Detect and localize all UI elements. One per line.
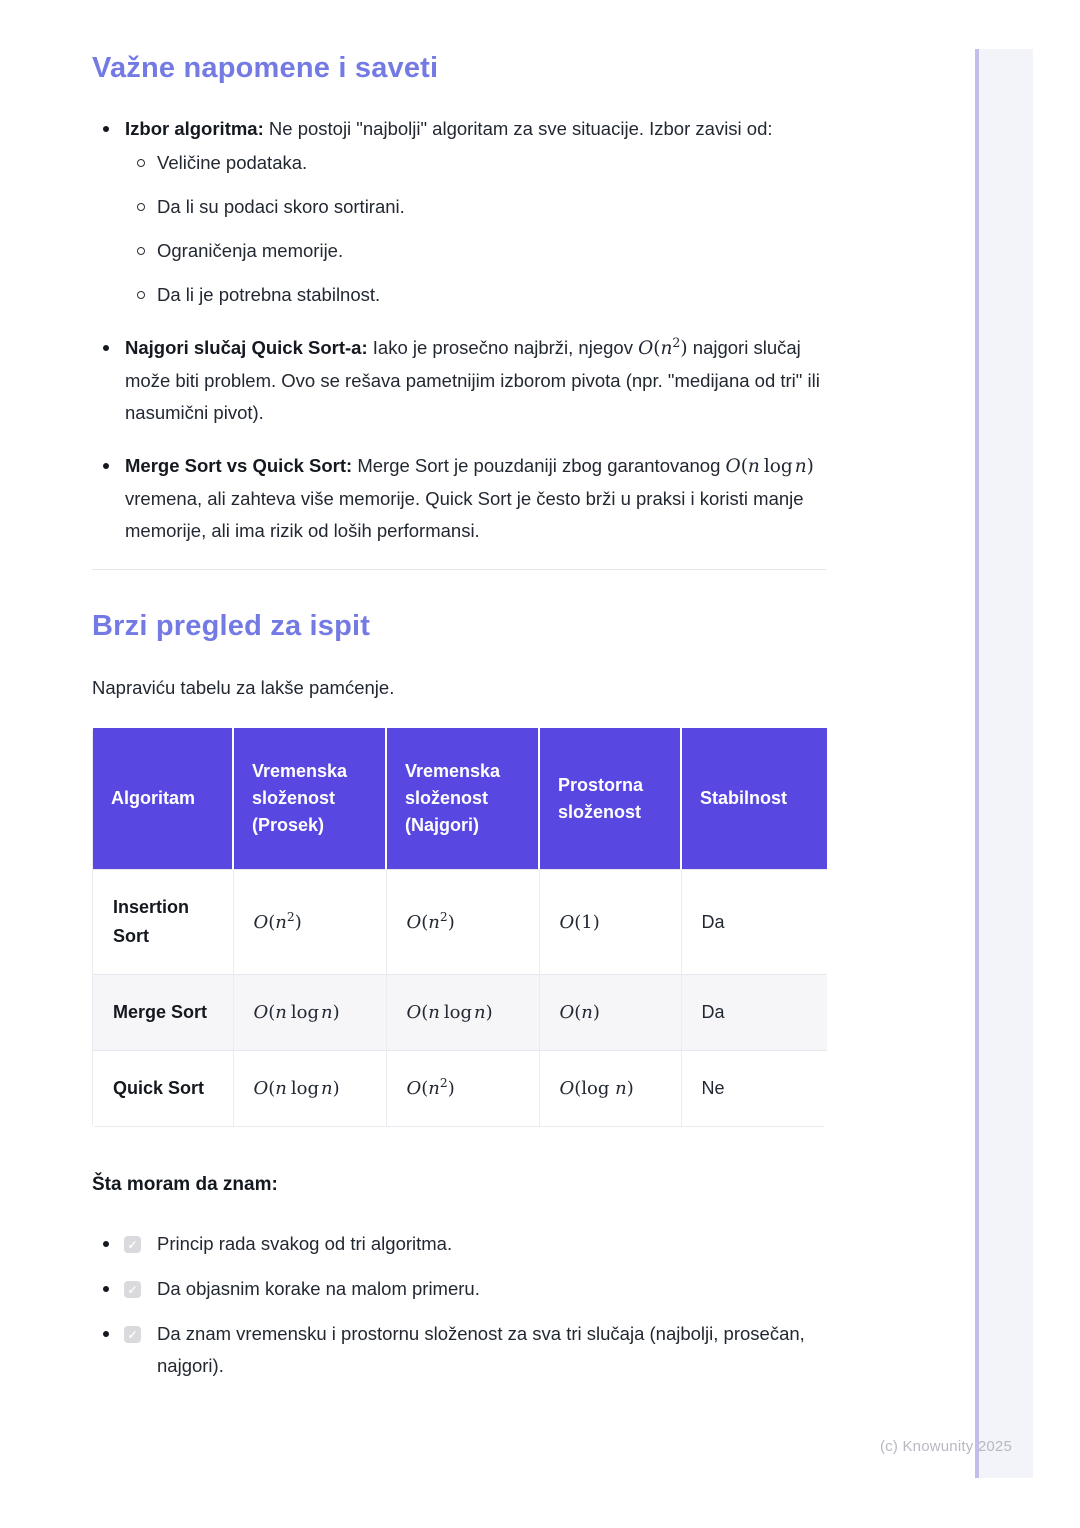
table-cell [386, 975, 539, 1051]
right-margin-panel [979, 49, 1033, 1478]
math-expression: O(n log n) [253, 1002, 340, 1023]
table-cell [386, 1051, 539, 1127]
table-row [93, 975, 827, 1051]
algorithm-name-cell: Insertion Sort [93, 870, 233, 975]
note-content [92, 52, 826, 1395]
note-subitem: Veličine podataka. [125, 147, 826, 179]
table-cell [539, 975, 681, 1051]
table-cell [233, 870, 386, 975]
complexity-table [93, 728, 827, 1126]
exam-checklist [92, 1228, 826, 1382]
note-bullet: Izbor algoritma: Ne postoji "najbolji" algoritam za sve situacije. Izbor zavisi od: Veličine podataka. Da li su podaci skoro sortirani. Ograničenja memorije. Da li je potrebna stabilnost. [92, 113, 826, 311]
note-subitem: Ograničenja memorije. [125, 235, 826, 267]
table-row [93, 870, 827, 975]
checkbox-checked-icon[interactable]: ✓ [124, 1281, 141, 1298]
checkbox-checked-icon[interactable]: ✓ [124, 1236, 141, 1253]
note-subitem: Da li je potrebna stabilnost. [125, 279, 826, 311]
table-cell [233, 1051, 386, 1127]
table-cell [539, 1051, 681, 1127]
math-expression: O(n) [559, 1002, 600, 1023]
checklist-item-label: Princip rada svakog od tri algoritma. [157, 1233, 453, 1254]
math-expression: O(1) [559, 911, 600, 933]
note-bold-label: Izbor algoritma: [125, 118, 264, 139]
math-expression: O(n log n) [253, 1078, 340, 1099]
math-expression: O(n log n) [406, 1002, 493, 1023]
table-header-row [93, 728, 827, 870]
note-sublist [125, 147, 826, 311]
notes-bullet-list [92, 113, 826, 547]
note-bullet: Najgori slučaj Quick Sort-a: Iako je prosečno najbrži, njegov $O(n^2)$ najgori slučaj može biti problem. Ovo se rešava pametnijim izborom pivota (npr. "medijana od tri" ili nasumični pivot). [92, 332, 826, 429]
math-expression: $O(n^2)$ [406, 909, 455, 933]
section-title-important-notes: Važne napomene i saveti [92, 52, 439, 84]
note-subitem: Da li su podaci skoro sortirani. [125, 191, 826, 223]
checklist-item [92, 1318, 826, 1382]
note-bold-label: Merge Sort vs Quick Sort: [125, 455, 353, 476]
checkbox-checked-icon[interactable]: ✓ [124, 1326, 141, 1343]
note-bold-label: Najgori slučaj Quick Sort-a: [125, 337, 368, 358]
checklist-item [92, 1228, 826, 1260]
table-cell [539, 870, 681, 975]
review-intro-text: Napraviću tabelu za lakše pamćenje. [92, 677, 395, 698]
table-row [93, 1051, 827, 1127]
table-header-cell: Vremenska složenost (Najgori) [386, 728, 539, 870]
math-expression: O(log n) [559, 1078, 634, 1099]
table-cell: Ne [681, 1051, 827, 1127]
algorithm-name-cell: Quick Sort [93, 1051, 233, 1127]
table-cell: Da [681, 975, 827, 1051]
right-accent-line [975, 49, 979, 1478]
algorithm-name-cell: Merge Sort [93, 975, 233, 1051]
table-cell [233, 975, 386, 1051]
checklist-item [92, 1273, 826, 1305]
math-expression: $O(n^2)$ [638, 334, 688, 359]
table-cell [386, 870, 539, 975]
complexity-table-wrapper [92, 728, 826, 1127]
checklist-item-label: Da znam vremensku i prostornu složenost za sva tri slučaja (najbolji, prosečan, najgori). [157, 1323, 805, 1376]
section-title-exam-review: Brzi pregled za ispit [92, 610, 371, 642]
checklist-title: Šta moram da znam: [92, 1174, 278, 1195]
math-expression: O(n log n) [725, 456, 814, 477]
table-cell: Da [681, 870, 827, 975]
section-divider [92, 569, 826, 570]
math-expression: $O(n^2)$ [253, 909, 302, 933]
checklist-item-label: Da objasnim korake na malom primeru. [157, 1278, 480, 1299]
copyright-watermark: (c) Knowunity 2025 [879, 1438, 1012, 1455]
table-header-cell: Vremenska složenost (Prosek) [233, 728, 386, 870]
table-header-cell: Prostorna složenost [539, 728, 681, 870]
math-expression: $O(n^2)$ [406, 1076, 455, 1099]
note-bullet: Merge Sort vs Quick Sort: Merge Sort je pouzdaniji zbog garantovanog O(n log n) vremena, ali zahteva više memorije. Quick Sort je često brži u praksi i koristi manje memorije, ali ima rizik od loših performansi. [92, 450, 826, 547]
table-header-cell: Algoritam [93, 728, 233, 870]
table-header-cell: Stabilnost [681, 728, 827, 870]
